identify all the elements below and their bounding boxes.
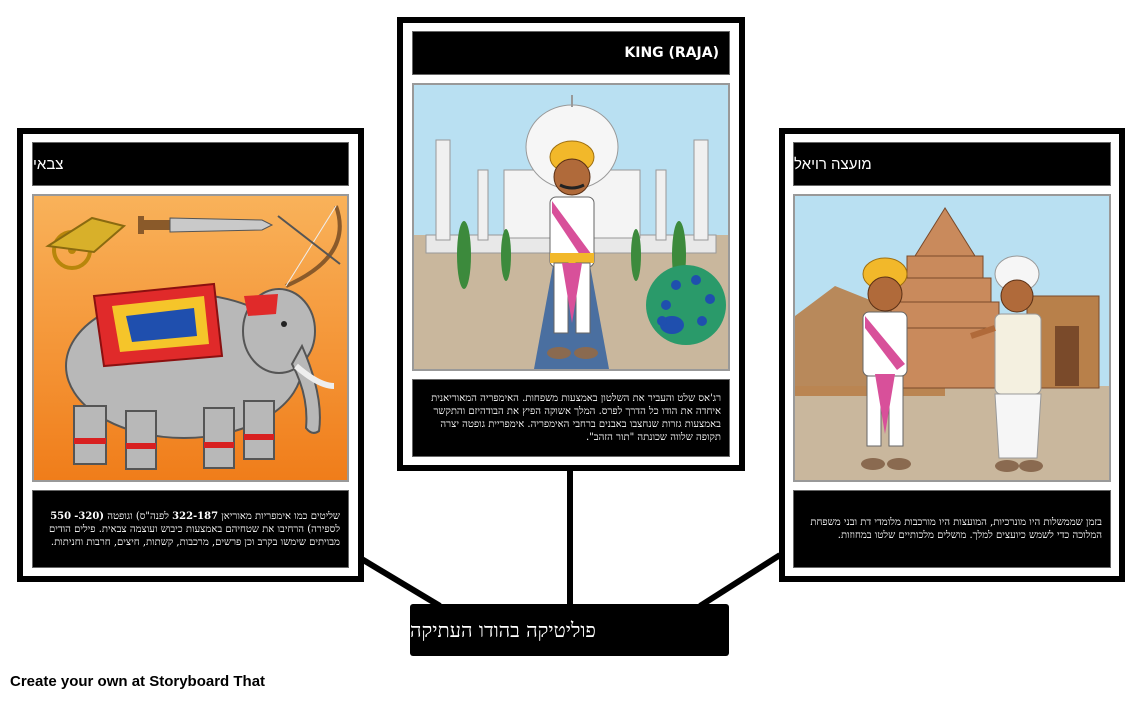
elephant-icon	[66, 284, 334, 469]
card-title-king: KING (RAJA)	[412, 31, 730, 75]
sword-icon	[138, 216, 272, 234]
storyboard-credit-link[interactable]: Create your own at Storyboard That	[10, 673, 266, 690]
card-title-royal-council: מועצה רויאל	[793, 142, 1111, 186]
card-description-military	[32, 490, 349, 568]
bow-icon	[278, 206, 340, 286]
desc-text-a: שליטים כמו אימפריות מאוריאן	[221, 510, 340, 522]
scene-royal-council	[793, 194, 1111, 482]
temple-illustration	[795, 196, 1109, 480]
hub-title: פוליטיקה בהודו העתיקה	[410, 604, 729, 656]
card-king	[397, 17, 745, 471]
card-description-royal-council: בזמן שממשלות היו מונרכיות, המועצות היו מורכבות מלומדי דת ובני משפחת המלוכה כדי לשמש כיועצים למלך. מושלים מלכותיים שלטו במחוזות.	[793, 490, 1111, 568]
taj-mahal-illustration	[414, 85, 728, 369]
scene-king	[412, 83, 730, 371]
scene-military	[32, 194, 349, 482]
desc-text-b: לפנה"ס) וגופטה	[107, 510, 169, 522]
desc-bold-a: (320-	[74, 510, 105, 522]
card-title-military: צבאי	[32, 142, 349, 186]
temple-icon	[883, 208, 1099, 388]
elephant-illustration	[34, 196, 347, 480]
card-military	[17, 128, 364, 582]
card-royal-council	[779, 128, 1125, 582]
peacock-icon	[646, 265, 726, 345]
desc-bold-c: 550	[50, 510, 72, 522]
desc-text-c: לספירה) הרחיבו את שטחיהם באמצעות כיבוש ועוצמה צבאית. פילים הודים מבויתים שימשו בקרב וכן פרשים, מרכבות, קשתות, חיצים, חרבות וחניתות.	[48, 523, 340, 548]
desc-bold-b: 322-187	[172, 510, 219, 522]
chariot-icon	[48, 218, 124, 268]
card-description-king: רג'אס שלט והעביר את השלטון באמצעות משפחות. האימפריה המאוריאנית איחדה את הודו כל הדרך לפרס. המלך אשוקה הפיץ את הבודהיזם והתקשר באמצעות גזרות שנחצבו באבנים ברחבי האימפריה. אימפריית גופטה יצרה תקופה שלווה שכונתה "תור הזהב".	[412, 379, 730, 457]
